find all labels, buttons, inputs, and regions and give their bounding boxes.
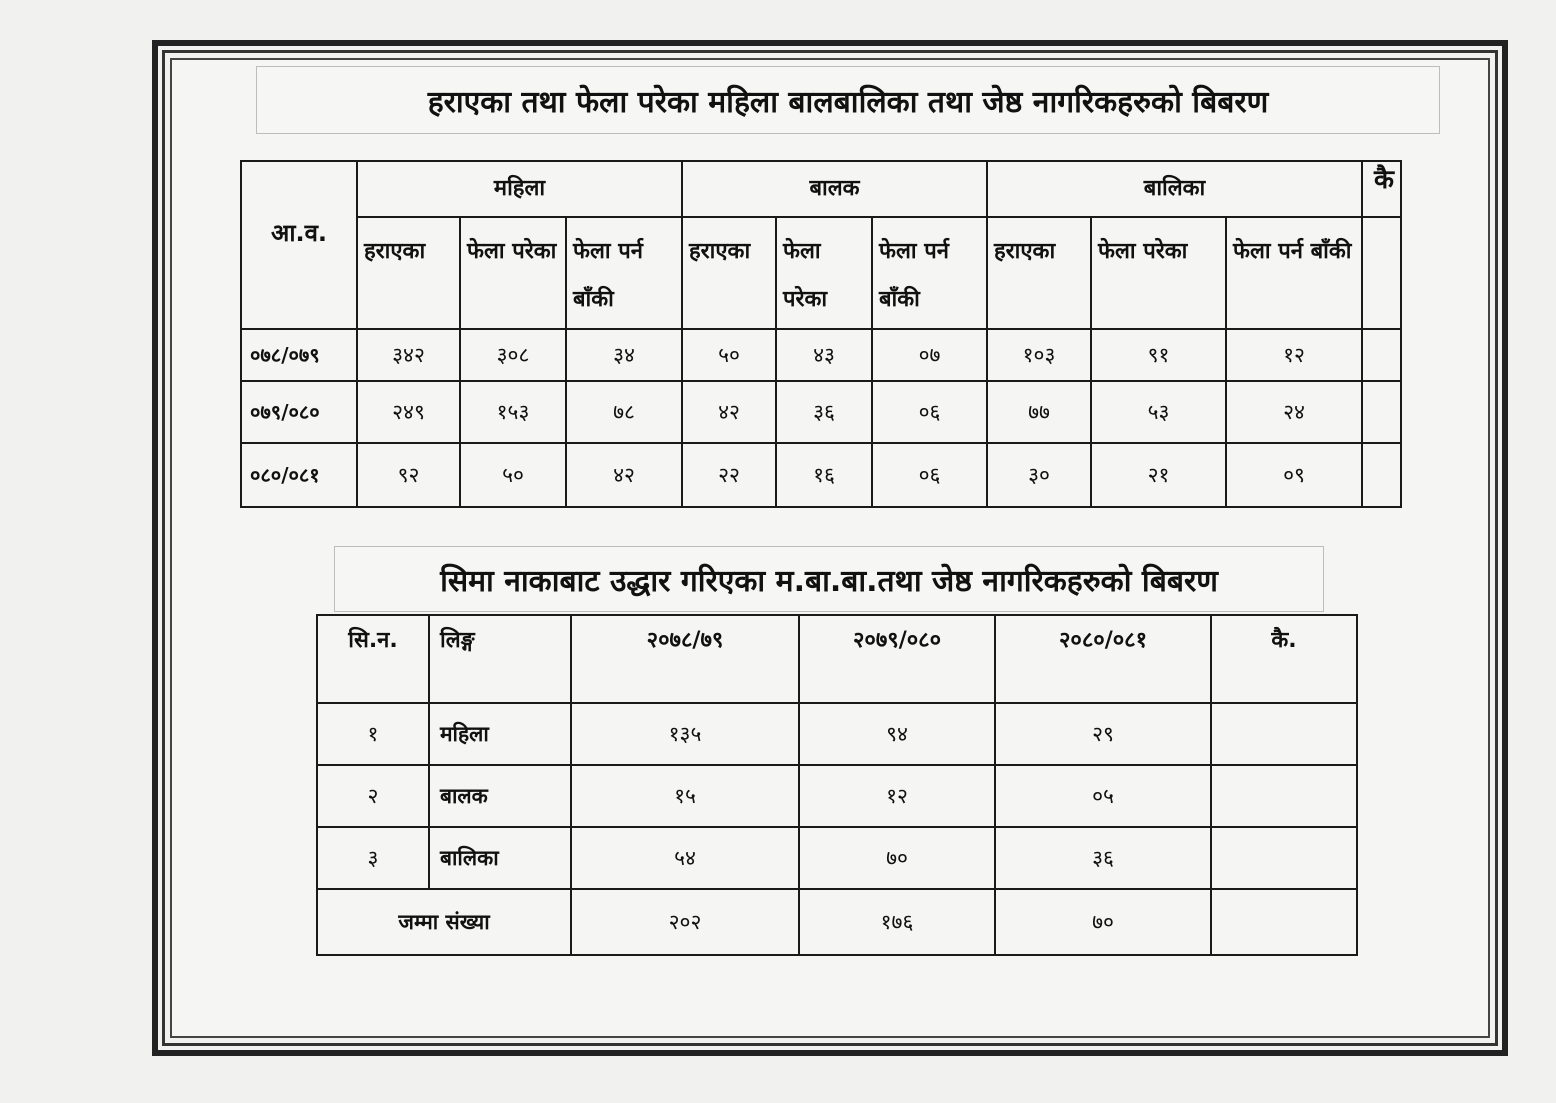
cell-value: ३०८ <box>460 329 566 381</box>
cell-value: ३६ <box>776 381 872 443</box>
cell-value: ५० <box>682 329 776 381</box>
cell-value: १५३ <box>460 381 566 443</box>
table1-subheader-row <box>241 217 1401 329</box>
cell-value: ४२ <box>682 381 776 443</box>
table2-header-row <box>317 615 1357 703</box>
subheader-boys-missing: हराएका <box>682 217 776 329</box>
cell-gender: बालिका <box>429 827 571 889</box>
subheader-women-found: फेला परेका <box>460 217 566 329</box>
title-border-rescue: सिमा नाकाबाट उद्धार गरिएका म.बा.बा.तथा जेष्ठ नागरिकहरुको बिबरण <box>334 546 1324 612</box>
missing-found-table <box>240 160 1402 508</box>
cell-value: ३४ <box>566 329 682 381</box>
subheader-women-remaining: फेला पर्न बाँकी <box>566 217 682 329</box>
table-row <box>241 329 1401 381</box>
cell-value: ९१ <box>1091 329 1226 381</box>
subheader-boys-found: फेला परेका <box>776 217 872 329</box>
table-row <box>317 703 1357 765</box>
cell-remarks <box>1362 381 1401 443</box>
title-missing-found: हराएका तथा फेला परेका महिला बालबालिका तथा जेष्ठ नागरिकहरुको बिबरण <box>256 66 1440 134</box>
header-year-2080-081: २०८०/०८१ <box>995 615 1211 703</box>
cell-value: ३० <box>987 443 1091 507</box>
total-value: २०२ <box>571 889 799 955</box>
total-row <box>317 889 1357 955</box>
cell-value: ४३ <box>776 329 872 381</box>
subheader-women-missing: हराएका <box>357 217 460 329</box>
cell-value: २४९ <box>357 381 460 443</box>
cell-value: ९४ <box>799 703 995 765</box>
table1-group-header-row <box>241 161 1401 217</box>
cell-value: १५ <box>571 765 799 827</box>
remarks-header: कै <box>1362 161 1401 217</box>
cell-gender: बालक <box>429 765 571 827</box>
cell-value: १२ <box>799 765 995 827</box>
cell-value: १६ <box>776 443 872 507</box>
total-value: १७६ <box>799 889 995 955</box>
cell-value: २२ <box>682 443 776 507</box>
header-gender: लिङ्ग <box>429 615 571 703</box>
cell-value: २९ <box>995 703 1211 765</box>
cell-value: ३६ <box>995 827 1211 889</box>
cell-remarks <box>1362 443 1401 507</box>
subheader-girls-missing: हराएका <box>987 217 1091 329</box>
group-header-boys: बालक <box>682 161 987 217</box>
table-row <box>317 827 1357 889</box>
cell-value: ५० <box>460 443 566 507</box>
cell-value: ९२ <box>357 443 460 507</box>
cell-value: ७७ <box>987 381 1091 443</box>
cell-gender: महिला <box>429 703 571 765</box>
cell-value: ५४ <box>571 827 799 889</box>
header-year-2079-080: २०७९/०८० <box>799 615 995 703</box>
total-remarks <box>1211 889 1357 955</box>
row-year: ०७९/०८० <box>241 381 357 443</box>
cell-value: ४२ <box>566 443 682 507</box>
cell-serial: २ <box>317 765 429 827</box>
group-header-girls: बालिका <box>987 161 1362 217</box>
cell-value: ०५ <box>995 765 1211 827</box>
cell-serial: ३ <box>317 827 429 889</box>
year-header: आ.व. <box>241 161 357 329</box>
group-header-women: महिला <box>357 161 682 217</box>
total-value: ७० <box>995 889 1211 955</box>
border-rescue-table <box>316 614 1358 956</box>
cell-value: ७८ <box>566 381 682 443</box>
subheader-girls-remaining: फेला पर्न बाँकी <box>1226 217 1362 329</box>
cell-serial: १ <box>317 703 429 765</box>
cell-value: २४ <box>1226 381 1362 443</box>
cell-value: ७० <box>799 827 995 889</box>
table-row <box>241 443 1401 507</box>
remarks-subheader-cell <box>1362 217 1401 329</box>
subheader-girls-found: फेला परेका <box>1091 217 1226 329</box>
table-row <box>241 381 1401 443</box>
cell-value: ०६ <box>872 381 987 443</box>
cell-remarks <box>1211 765 1357 827</box>
cell-remarks <box>1211 827 1357 889</box>
cell-value: १२ <box>1226 329 1362 381</box>
header-remarks: कै. <box>1211 615 1357 703</box>
header-serial-no: सि.न. <box>317 615 429 703</box>
cell-value: २१ <box>1091 443 1226 507</box>
cell-value: ३४२ <box>357 329 460 381</box>
cell-value: ०९ <box>1226 443 1362 507</box>
table-row <box>317 765 1357 827</box>
cell-value: ०६ <box>872 443 987 507</box>
cell-remarks <box>1211 703 1357 765</box>
cell-value: ०७ <box>872 329 987 381</box>
cell-value: १०३ <box>987 329 1091 381</box>
subheader-boys-remaining: फेला पर्न बाँकी <box>872 217 987 329</box>
row-year: ०८०/०८१ <box>241 443 357 507</box>
row-year: ०७८/०७९ <box>241 329 357 381</box>
total-label: जम्मा संख्या <box>317 889 571 955</box>
cell-value: ५३ <box>1091 381 1226 443</box>
header-year-2078-79: २०७८/७९ <box>571 615 799 703</box>
cell-value: १३५ <box>571 703 799 765</box>
cell-remarks <box>1362 329 1401 381</box>
